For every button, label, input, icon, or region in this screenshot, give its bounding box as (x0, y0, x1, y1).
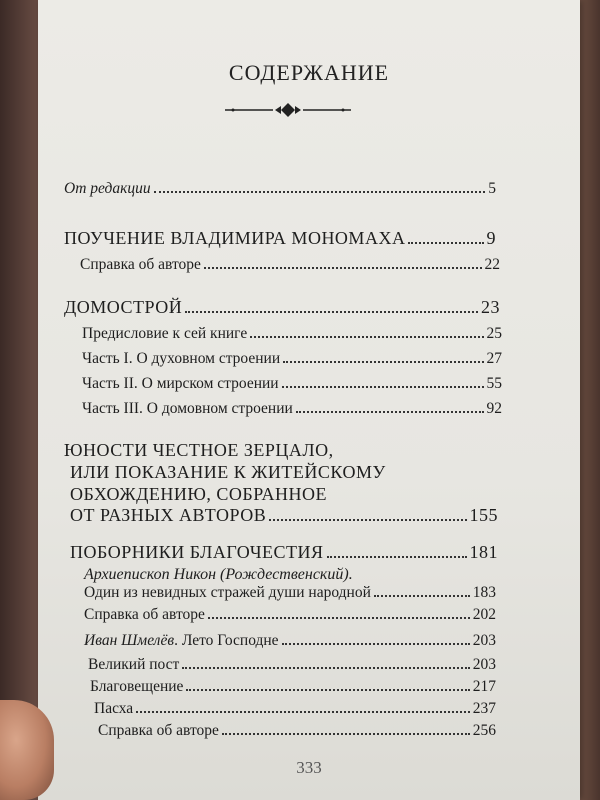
toc-entry-page: 27 (486, 350, 502, 367)
toc-entry-editorial[interactable] (64, 180, 496, 198)
toc-entry-page: 5 (488, 180, 496, 197)
toc-entry-shmelev[interactable] (84, 632, 496, 650)
toc-entry-mirror[interactable] (70, 505, 498, 526)
toc-entry-label: Часть I. О духовном строении (82, 350, 281, 367)
toc-entry-page: 22 (484, 256, 500, 273)
toc-entry-shmelev-author[interactable] (98, 722, 496, 740)
toc-entry-page: 9 (486, 228, 496, 248)
background-left (0, 0, 40, 800)
toc-entry-part2[interactable] (82, 375, 502, 393)
leader-dots (269, 508, 466, 521)
leader-dots (374, 586, 470, 597)
toc-entry-zealots[interactable] (70, 542, 498, 563)
leader-dots (283, 352, 483, 363)
toc-entry-nikon-work[interactable] (84, 584, 496, 602)
toc-entry-part3[interactable] (82, 400, 502, 418)
toc-entry-monomakh-author[interactable] (80, 256, 500, 274)
toc-entry-label: ПОБОРНИКИ БЛАГОЧЕСТИЯ (70, 542, 324, 562)
toc-entry-label (84, 632, 279, 650)
toc-entry-page: 256 (472, 722, 496, 739)
toc-work-title: . Лето Господне (174, 632, 279, 649)
toc-entry-page: 217 (472, 678, 496, 695)
toc-entry-part1[interactable] (82, 350, 502, 368)
toc-entry-label: Часть II. О мирском строении (82, 375, 279, 392)
toc-entry-preface[interactable] (82, 325, 502, 343)
toc-entry-easter[interactable] (94, 700, 496, 718)
toc-entry-label: ПОУЧЕНИЕ ВЛАДИМИРА МОНОМАХА (64, 228, 406, 248)
toc-entry-page: 202 (472, 606, 496, 623)
leader-dots (186, 680, 469, 691)
leader-dots (250, 327, 483, 338)
leader-dots (154, 182, 486, 193)
toc-entry-label: ОТ РАЗНЫХ АВТОРОВ (70, 505, 267, 525)
toc-entry-page: 55 (486, 375, 502, 392)
toc-entry-label: Один из невидных стражей души народной (84, 584, 371, 601)
toc-entry-page: 92 (486, 400, 502, 417)
toc-author-name: Иван Шмелёв (84, 632, 175, 649)
table-of-contents (38, 0, 580, 800)
toc-entry-page: 203 (472, 632, 496, 649)
toc-entry-label: ДОМОСТРОЙ (64, 297, 183, 317)
toc-entry-page: 183 (472, 584, 496, 601)
toc-mirror-line-3: ОБХОЖДЕНИЮ, СОБРАННОЕ (70, 484, 327, 504)
toc-entry-label: Великий пост (88, 656, 180, 673)
page-title: СОДЕРЖАНИЕ (228, 60, 390, 85)
leader-dots (282, 634, 470, 645)
leader-dots (182, 658, 469, 669)
leader-dots (282, 377, 484, 388)
thumb-holding-book (0, 700, 54, 800)
toc-entry-page: 25 (486, 325, 502, 342)
leader-dots (296, 402, 484, 413)
toc-entry-page: 181 (469, 542, 498, 562)
toc-entry-page: 237 (472, 700, 496, 717)
leader-dots (136, 702, 470, 713)
book-page (38, 0, 580, 800)
toc-entry-label: Часть III. О домовном строении (82, 400, 293, 417)
page-number: 333 (296, 758, 322, 777)
toc-entry-domostroy[interactable] (64, 297, 500, 318)
toc-entry-label: Благовещение (90, 678, 184, 695)
leader-dots (208, 608, 470, 619)
toc-entry-lent[interactable] (88, 656, 496, 674)
leader-dots (327, 545, 467, 558)
toc-entry-annunciation[interactable] (90, 678, 496, 696)
leader-dots (408, 231, 483, 244)
toc-entry-nikon-author[interactable] (84, 606, 496, 624)
toc-entry-label: Пасха (94, 700, 134, 717)
toc-entry-page: 155 (469, 505, 498, 525)
toc-mirror-line-2: ИЛИ ПОКАЗАНИЕ К ЖИТЕЙСКОМУ (70, 462, 386, 482)
toc-entry-page: 203 (472, 656, 496, 673)
toc-entry-label: От редакции (64, 180, 151, 197)
toc-entry-label: Справка об авторе (98, 722, 219, 739)
toc-entry-monomakh[interactable] (64, 228, 496, 249)
leader-dots (222, 724, 470, 735)
toc-nikon-header: Архиепископ Никон (Рождественский). (84, 566, 353, 583)
toc-entry-page: 23 (481, 297, 500, 317)
toc-entry-label: Справка об авторе (84, 606, 205, 623)
toc-entry-label: Предисловие к сей книге (82, 325, 248, 342)
toc-mirror-line-1: ЮНОСТИ ЧЕСТНОЕ ЗЕРЦАЛО, (64, 440, 334, 460)
toc-entry-label: Справка об авторе (80, 256, 201, 273)
leader-dots (204, 258, 482, 269)
leader-dots (185, 300, 478, 313)
